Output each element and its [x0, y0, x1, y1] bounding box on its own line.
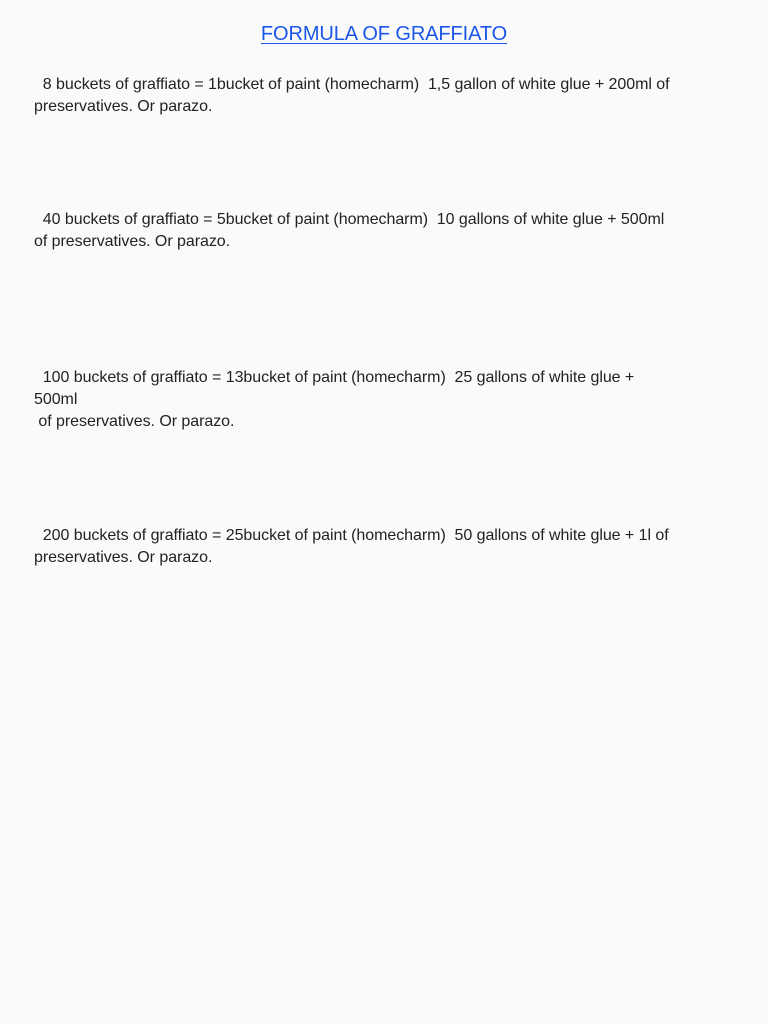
formula-paragraph-8-buckets: 8 buckets of graffiato = 1bucket of paint (homecharm) 1,5 gallon of white glue + 200ml of preservatives. Or parazo.: [34, 76, 670, 115]
formula-paragraph-100-buckets: 100 buckets of graffiato = 13bucket of paint (homecharm) 25 gallons of white glue + 500ml of preservatives. Or parazo.: [34, 369, 635, 430]
formula-paragraph-200-buckets: 200 buckets of graffiato = 25bucket of paint (homecharm) 50 gallons of white glue + 1l of preservatives. Or parazo.: [34, 527, 669, 566]
document-title: FORMULA OF GRAFFIATO: [260, 23, 508, 45]
formula-paragraph-40-buckets: 40 buckets of graffiato = 5bucket of paint (homecharm) 10 gallons of white glue + 500ml of preservatives. Or parazo.: [34, 211, 665, 250]
